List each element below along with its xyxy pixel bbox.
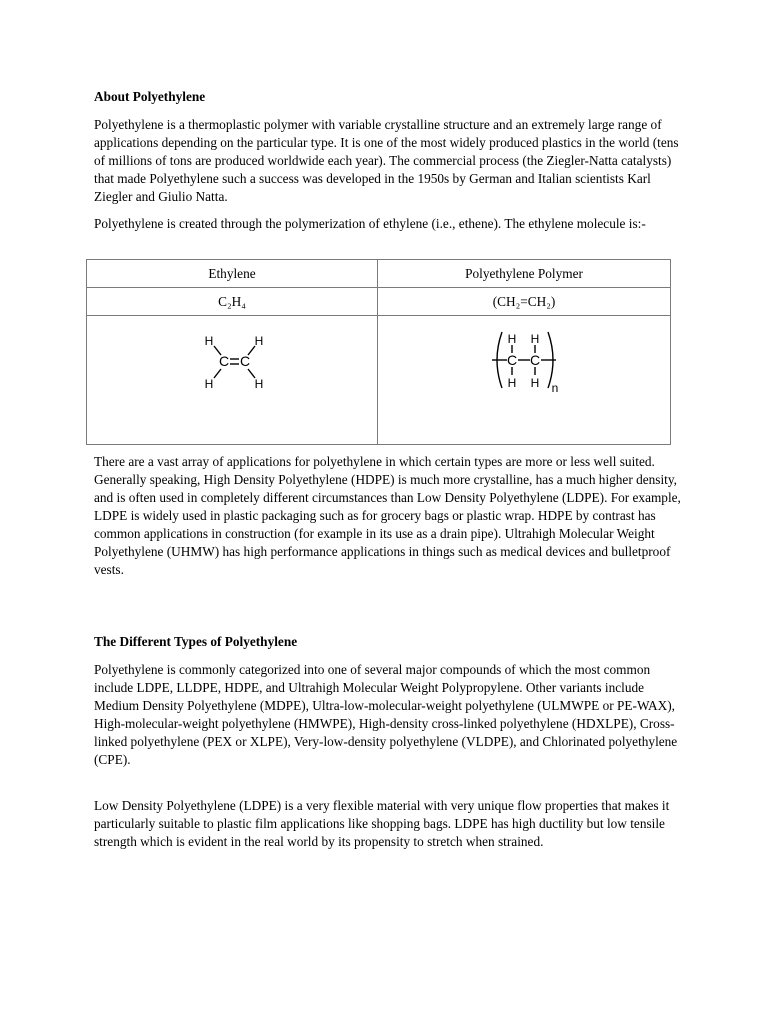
paragraph-ldpe: Low Density Polyethylene (LDPE) is a very flexible material with very unique flow properties that makes it particularly suitable to plastic film applications like shopping bags. LDPE has high ductility but low tensile strength which is evident in the real world by its propensity to stretch when strained. xyxy=(94,798,670,849)
heading-different-types: The Different Types of Polyethylene xyxy=(94,634,298,649)
polyethylene-structure-diagram xyxy=(378,316,670,440)
header-polyethylene-polymer: Polyethylene Polymer xyxy=(378,260,671,288)
paragraph-types: Polyethylene is commonly categorized into one of several major compounds of which the most common include LDPE, LLDPE, HDPE, and Ultrahigh Molecular Weight Polypropylene. Other variants include Medium Density Polyethylene (MDPE), Ultra-low-molecular-weight polyethylene (ULMWPE or PE-WAX), High-molecular-weight polyethylene (HMWPE), High-density cross-linked polyethylene (HDXLPE), Cross-linked polyethylene (PEX or XLPE), Very-low-density polyethylene (VLDPE), and Chlorinated polyethylene (CPE). xyxy=(94,662,678,767)
ethylene-structure-cell xyxy=(87,316,378,445)
polyethylene-structure-cell xyxy=(378,316,671,445)
atom-h-top-right: H xyxy=(530,332,540,346)
atom-h-top-left: H xyxy=(204,334,214,348)
ethylene-structure-diagram xyxy=(87,316,377,440)
paragraph-intro: Polyethylene is a thermoplastic polymer with variable crystalline structure and an extremely large range of applications depending on the particular type. It is one of the most widely produced plastics in the world (tens of millions of tons are produced worldwide each year). The commercial process (the Ziegler-Natta catalysts) that made Polyethylene such a success was developed in the 1950s by German and Italian scientists Karl Ziegler and Giulio Natta. xyxy=(94,117,679,204)
atom-h-top-left: H xyxy=(507,332,517,346)
atom-h-bottom-left: H xyxy=(507,376,517,390)
paragraph-polymerization: Polyethylene is created through the polymerization of ethylene (i.e., ethene). The ethylene molecule is:- xyxy=(94,216,646,231)
ethylene-table xyxy=(86,259,671,445)
table-formula-row xyxy=(87,288,671,316)
atom-c-right: C xyxy=(529,352,541,368)
atom-h-bottom-right: H xyxy=(530,376,540,390)
atom-c-right: C xyxy=(239,353,251,369)
table-header-row xyxy=(87,260,671,288)
heading-about-polyethylene: About Polyethylene xyxy=(94,89,206,104)
repeat-unit-n: n xyxy=(551,381,559,395)
paragraph-applications: There are a vast array of applications for polyethylene in which certain types are more or less well suited. Generally speaking, High Density Polyethylene (HDPE) is much more crystalline, has a much higher density, and is often used in completely different circumstances than Low Density Polyethylene (LDPE). For example, LDPE is widely used in plastic packaging such as for grocery bags or plastic wrap. HDPE by contrast has common applications in construction (for example in its use as a drain pipe). Ultrahigh Molecular Weight Polyethylene (UHMW) has high performance applications in things such as medical devices and bulletproof vests. xyxy=(94,454,681,577)
atom-c-left: C xyxy=(218,353,230,369)
atom-h-bottom-right: H xyxy=(254,377,264,391)
atom-h-top-right: H xyxy=(254,334,264,348)
formula-ethylene: C₂H₄ xyxy=(87,288,378,316)
table-structure-row xyxy=(87,316,671,445)
atom-c-left: C xyxy=(506,352,518,368)
atom-h-bottom-left: H xyxy=(204,377,214,391)
formula-polyethylene: (CH₂=CH₂) xyxy=(378,288,671,316)
header-ethylene: Ethylene xyxy=(87,260,378,288)
